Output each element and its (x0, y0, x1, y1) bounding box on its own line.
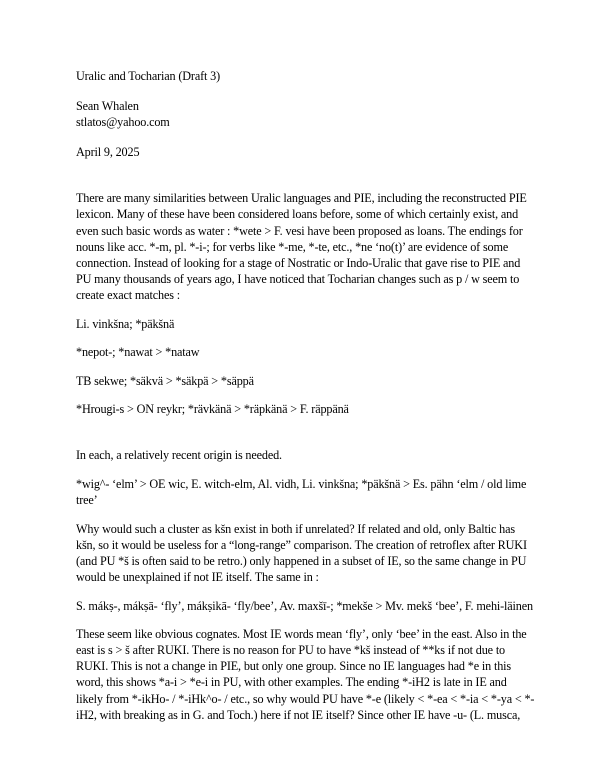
text-line: nouns like acc. *-m, pl. *-i-; for verbs like *-me, *-te, etc., *ne ‘no(t)’ are evidence of some (76, 239, 509, 254)
text-line: word, this shows *a-i > *e-i in PU, with other examples. The ending *-iH2 is late in IE and (76, 675, 507, 690)
document-date: April 9, 2025 (76, 145, 140, 160)
text-line: likely from *-ikHo- / *-iHk^o- / etc., so why would PU have *-e (likely < *-ea < *-ia < *-ya < *- (76, 691, 535, 706)
text-line: RUKI. This is not a change in PIE, but only one group. Since no IE languages had *e in this (76, 659, 511, 674)
text-line: connection. Instead of looking for a stage of Nostratic or Indo-Uralic that gave rise to PIE and (76, 255, 521, 270)
author-name: Sean Whalen (76, 99, 139, 114)
elm-paragraph (76, 476, 528, 508)
document-title: Uralic and Tocharian (Draft 3) (76, 69, 220, 83)
cluster-paragraph (76, 521, 528, 585)
text-line: Why would such a cluster as kšn exist in both if unrelated? If related and old, only Baltic has (76, 521, 515, 536)
text-line: east is s > š after RUKI. There is no reason for PU to have *kš instead of **ks if not due to (76, 643, 505, 658)
text-line: These seem like obvious cognates. Most IE words mean ‘fly’, only ‘bee’ in the east. Also in the (76, 627, 527, 642)
example-fly: S. mákṣ-, mákṣā- ‘fly’, mákṣikā- ‘fly/bee’, Av. maxšī-; *mekše > Mv. mekš ‘bee’, F. mehi-läinen (76, 598, 533, 613)
example-sekwe: TB sekwe; *säkvä > *säkpä > *säppä (76, 373, 254, 388)
text-column (76, 68, 535, 723)
text-line: lexicon. Many of these have been considered loans before, some of which certainly exist, and (76, 207, 519, 222)
example-reykr: *Hrougi-s > ON reykr; *rävkänä > *räpkänä > F. räppänä (76, 402, 349, 417)
example-nepot: *nepot-; *nawat > *nataw (76, 345, 200, 360)
text-line: *wig^- ‘elm’ > OE wic, E. witch-elm, Al. vidh, Li. vinkšna; *päkšnä > Es. pähn ‘elm / old lime (76, 477, 527, 491)
text-line: create exact matches : (76, 287, 180, 302)
intro-paragraph (76, 190, 528, 303)
text-line: PU many thousands of years ago, I have noticed that Tocharian changes such as p / w seem to (76, 271, 520, 286)
text-line: (and PU *š is often said to be retro.) only happened in a subset of IE, so the same change in PU (76, 553, 527, 568)
cognates-paragraph (76, 626, 535, 723)
text-line: even such basic words as water : *wete > F. vesi have been proposed as loans. The endings for (76, 223, 523, 238)
author-email: stlatos@yahoo.com (76, 115, 170, 130)
example-vinksna: Li. vinkšna; *päkšnä (76, 316, 175, 331)
text-line: tree’ (76, 493, 98, 508)
text-line: There are many similarities between Uralic languages and PIE, including the reconstructed PIE (76, 191, 527, 206)
text-line: kšn, so it would be useless for a “long-range” comparison. The creation of retroflex after RUKI (76, 537, 527, 552)
text-line: iH2, with breaking as in G. and Toch.) here if not IE itself? Since other IE have -u- (L. musca, (76, 707, 521, 722)
recent-origin-sentence: In each, a relatively recent origin is needed. (76, 448, 282, 463)
text-line: would be unexplained if not IE itself. The same in : (76, 569, 319, 584)
